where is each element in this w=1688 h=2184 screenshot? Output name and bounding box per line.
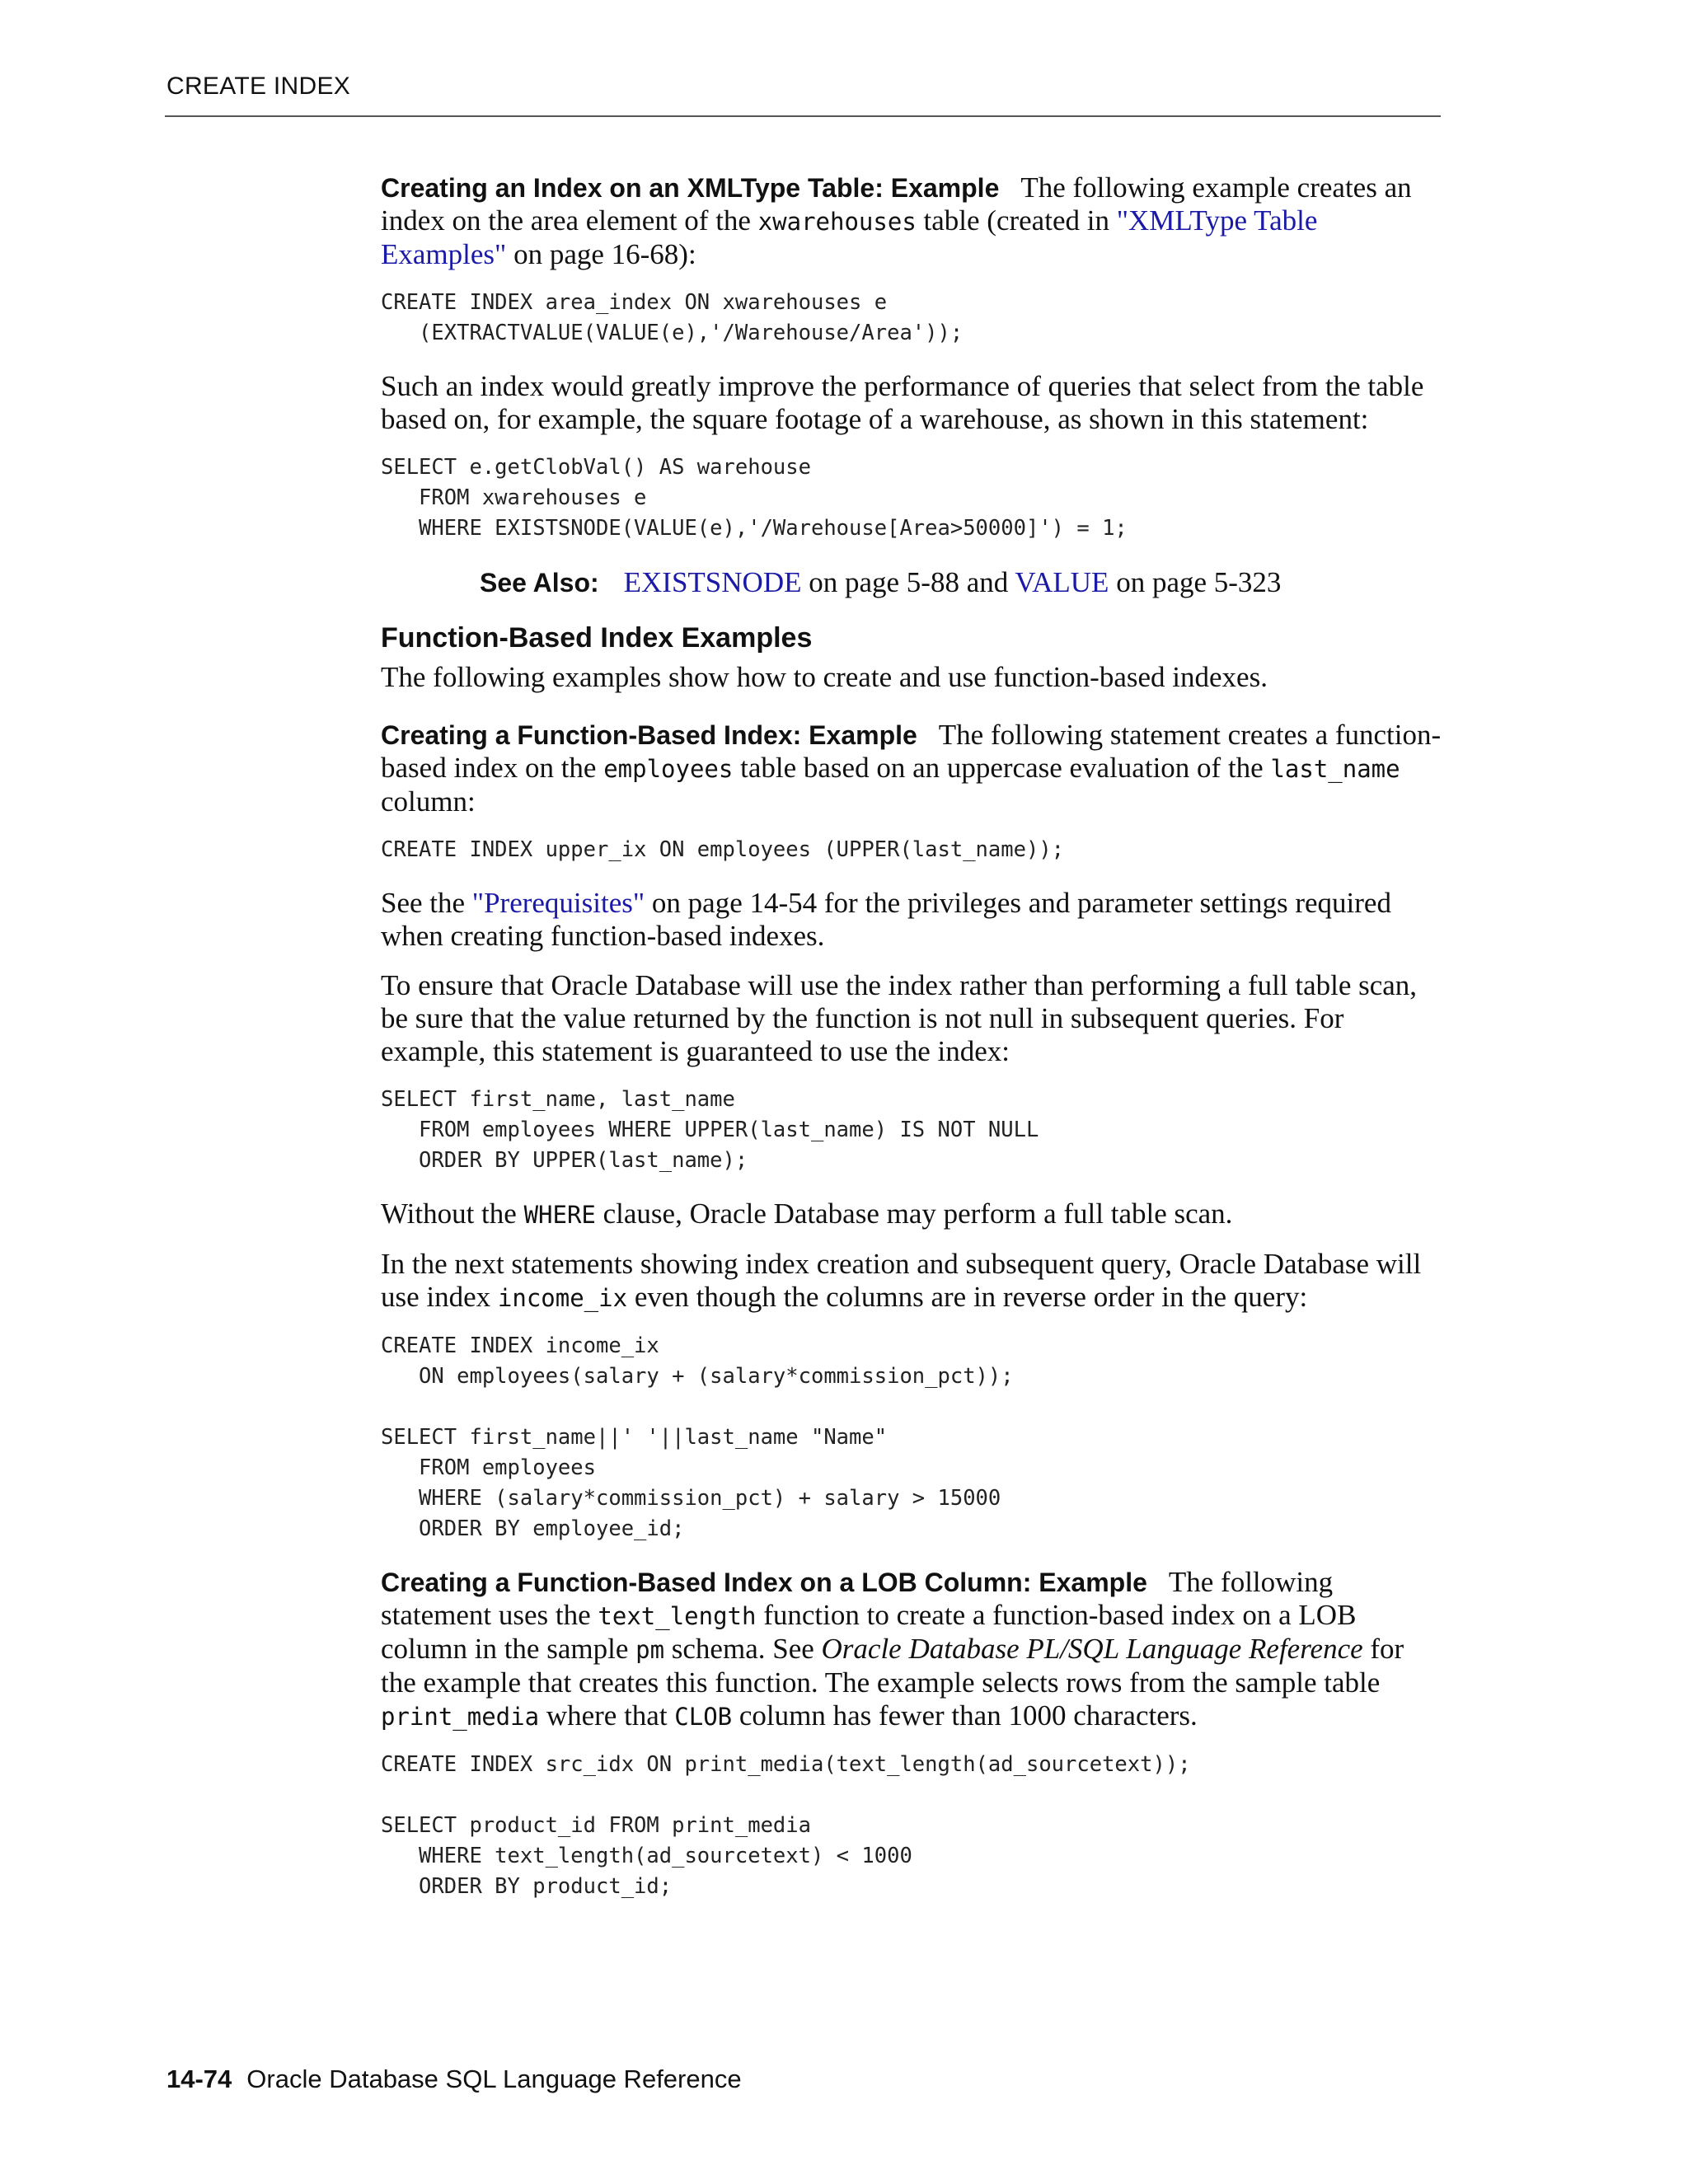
page-content bbox=[381, 171, 1444, 1924]
xmltype-text-a: The following example creates an index on the area element of the bbox=[381, 171, 1412, 237]
lob-text-d: for the example that creates this function. The example selects rows from the sample table bbox=[381, 1633, 1404, 1699]
fbi-code-upper-ix: CREATE INDEX upper_ix ON employees (UPPER(last_name)); bbox=[381, 837, 1065, 862]
ensure-index-paragraph: To ensure that Oracle Database will use the index rather than performing a full table scan, be sure that the value returned by the function is not null in subsequent queries. For example, this statement is guaranteed to use the index: bbox=[381, 969, 1418, 1067]
running-header: CREATE INDEX bbox=[166, 73, 351, 100]
xmltype-text-b: table (created in bbox=[916, 204, 1117, 237]
income-text-b: even though the columns are in reverse order in the query: bbox=[627, 1281, 1308, 1313]
prerequisites-paragraph bbox=[381, 887, 1444, 953]
xmltype-performance-paragraph: Such an index would greatly improve the performance of queries that select from the table based on, for example, the square footage of a warehouse, as shown in this statement: bbox=[381, 370, 1424, 435]
fbi-text-b: table based on an uppercase evaluation of the bbox=[733, 752, 1271, 784]
income-ix-paragraph bbox=[381, 1248, 1444, 1315]
without-where-text-a: Without the bbox=[381, 1197, 524, 1230]
prereq-text-b: on page 14-54 for the privileges and parameter settings required when creating function-based indexes. bbox=[381, 887, 1391, 952]
fbi-code-select-names: SELECT first_name, last_name FROM employees WHERE UPPER(last_name) IS NOT NULL ORDER BY UPPER(last_name); bbox=[381, 1087, 1039, 1173]
lob-text-b: function to create a function-based index on a LOB column in the sample bbox=[381, 1599, 1357, 1665]
xmltype-text-c: on page 16-68): bbox=[506, 238, 696, 270]
fbi-paragraph bbox=[381, 719, 1444, 818]
lob-heading: Creating a Function-Based Index on a LOB Column: Example bbox=[381, 1568, 1147, 1597]
see-also-note bbox=[480, 565, 1444, 600]
lob-code-text-length: text_length bbox=[598, 1602, 757, 1630]
lob-text-f: column has fewer than 1000 characters. bbox=[732, 1699, 1198, 1732]
lob-code-src-idx: CREATE INDEX src_idx ON print_media(text_length(ad_sourcetext)); SELECT product_id FROM print_media WHERE text_length(ad_sourcetext) < 1000 ORDER BY product_id; bbox=[381, 1752, 1191, 1899]
income-text-a: In the next statements showing index creation and subsequent query, Oracle Database will use index bbox=[381, 1248, 1422, 1313]
footer-book-title: Oracle Database SQL Language Reference bbox=[246, 2064, 742, 2093]
function-based-intro: The following examples show how to create and use function-based indexes. bbox=[381, 661, 1268, 693]
income-ix-code: income_ix bbox=[497, 1284, 628, 1312]
see-also-label: See Also: bbox=[480, 568, 599, 598]
existsnode-link[interactable]: EXISTSNODE bbox=[623, 566, 802, 598]
lob-text-a: The following statement uses the bbox=[381, 1566, 1334, 1631]
xmltype-code-create-index: CREATE INDEX area_index ON xwarehouses e (EXTRACTVALUE(VALUE(e),'/Warehouse/Area')); bbox=[381, 290, 964, 345]
fbi-code-employees: employees bbox=[603, 755, 734, 783]
lob-code-pm: pm bbox=[635, 1636, 665, 1664]
fbi-code-last-name: last_name bbox=[1270, 755, 1400, 783]
fbi-text-c: column: bbox=[381, 785, 476, 818]
xmltype-table-examples-link[interactable]: "XMLType Table Examples" bbox=[381, 204, 1318, 270]
header-rule bbox=[165, 115, 1441, 117]
fbi-code-income-ix: CREATE INDEX income_ix ON employees(salary + (salary*commission_pct)); SELECT first_name||' '||last_name "Name" FROM employees WHERE (salary*commission_pct) + salary > 15000 ORDER BY employee_id; bbox=[381, 1333, 1014, 1541]
lob-text-c: schema. See bbox=[664, 1633, 822, 1665]
see-also-text-2: on page 5-323 bbox=[1109, 566, 1282, 598]
fbi-heading: Creating a Function-Based Index: Example bbox=[381, 720, 917, 750]
xmltype-heading: Creating an Index on an XMLType Table: Example bbox=[381, 173, 1000, 203]
see-also-text-1: on page 5-88 and bbox=[801, 566, 1015, 598]
without-where-paragraph bbox=[381, 1197, 1444, 1231]
lob-text-e: where that bbox=[539, 1699, 675, 1732]
prereq-text-a: See the bbox=[381, 887, 472, 919]
lob-code-clob: CLOB bbox=[674, 1703, 733, 1731]
function-based-section-title: Function-Based Index Examples bbox=[381, 622, 813, 654]
prerequisites-link[interactable]: "Prerequisites" bbox=[471, 887, 645, 919]
where-code: WHERE bbox=[523, 1201, 596, 1229]
xmltype-paragraph bbox=[381, 171, 1444, 271]
footer-page-number: 14-74 bbox=[166, 2064, 232, 2093]
lob-paragraph bbox=[381, 1566, 1444, 1733]
xmltype-code-xwarehouses: xwarehouses bbox=[757, 208, 917, 236]
plsql-reference-title: Oracle Database PL/SQL Language Reference bbox=[821, 1633, 1363, 1665]
lob-code-print-media: print_media bbox=[381, 1703, 540, 1731]
xmltype-code-select: SELECT e.getClobVal() AS warehouse FROM xwarehouses e WHERE EXISTSNODE(VALUE(e),'/Warehouse[Area>50000]') = 1; bbox=[381, 455, 1128, 541]
fbi-text-a: The following statement creates a function-based index on the bbox=[381, 719, 1442, 784]
page-footer bbox=[166, 2064, 742, 2094]
without-where-text-b: clause, Oracle Database may perform a full table scan. bbox=[595, 1197, 1233, 1230]
value-link[interactable]: VALUE bbox=[1015, 566, 1109, 598]
